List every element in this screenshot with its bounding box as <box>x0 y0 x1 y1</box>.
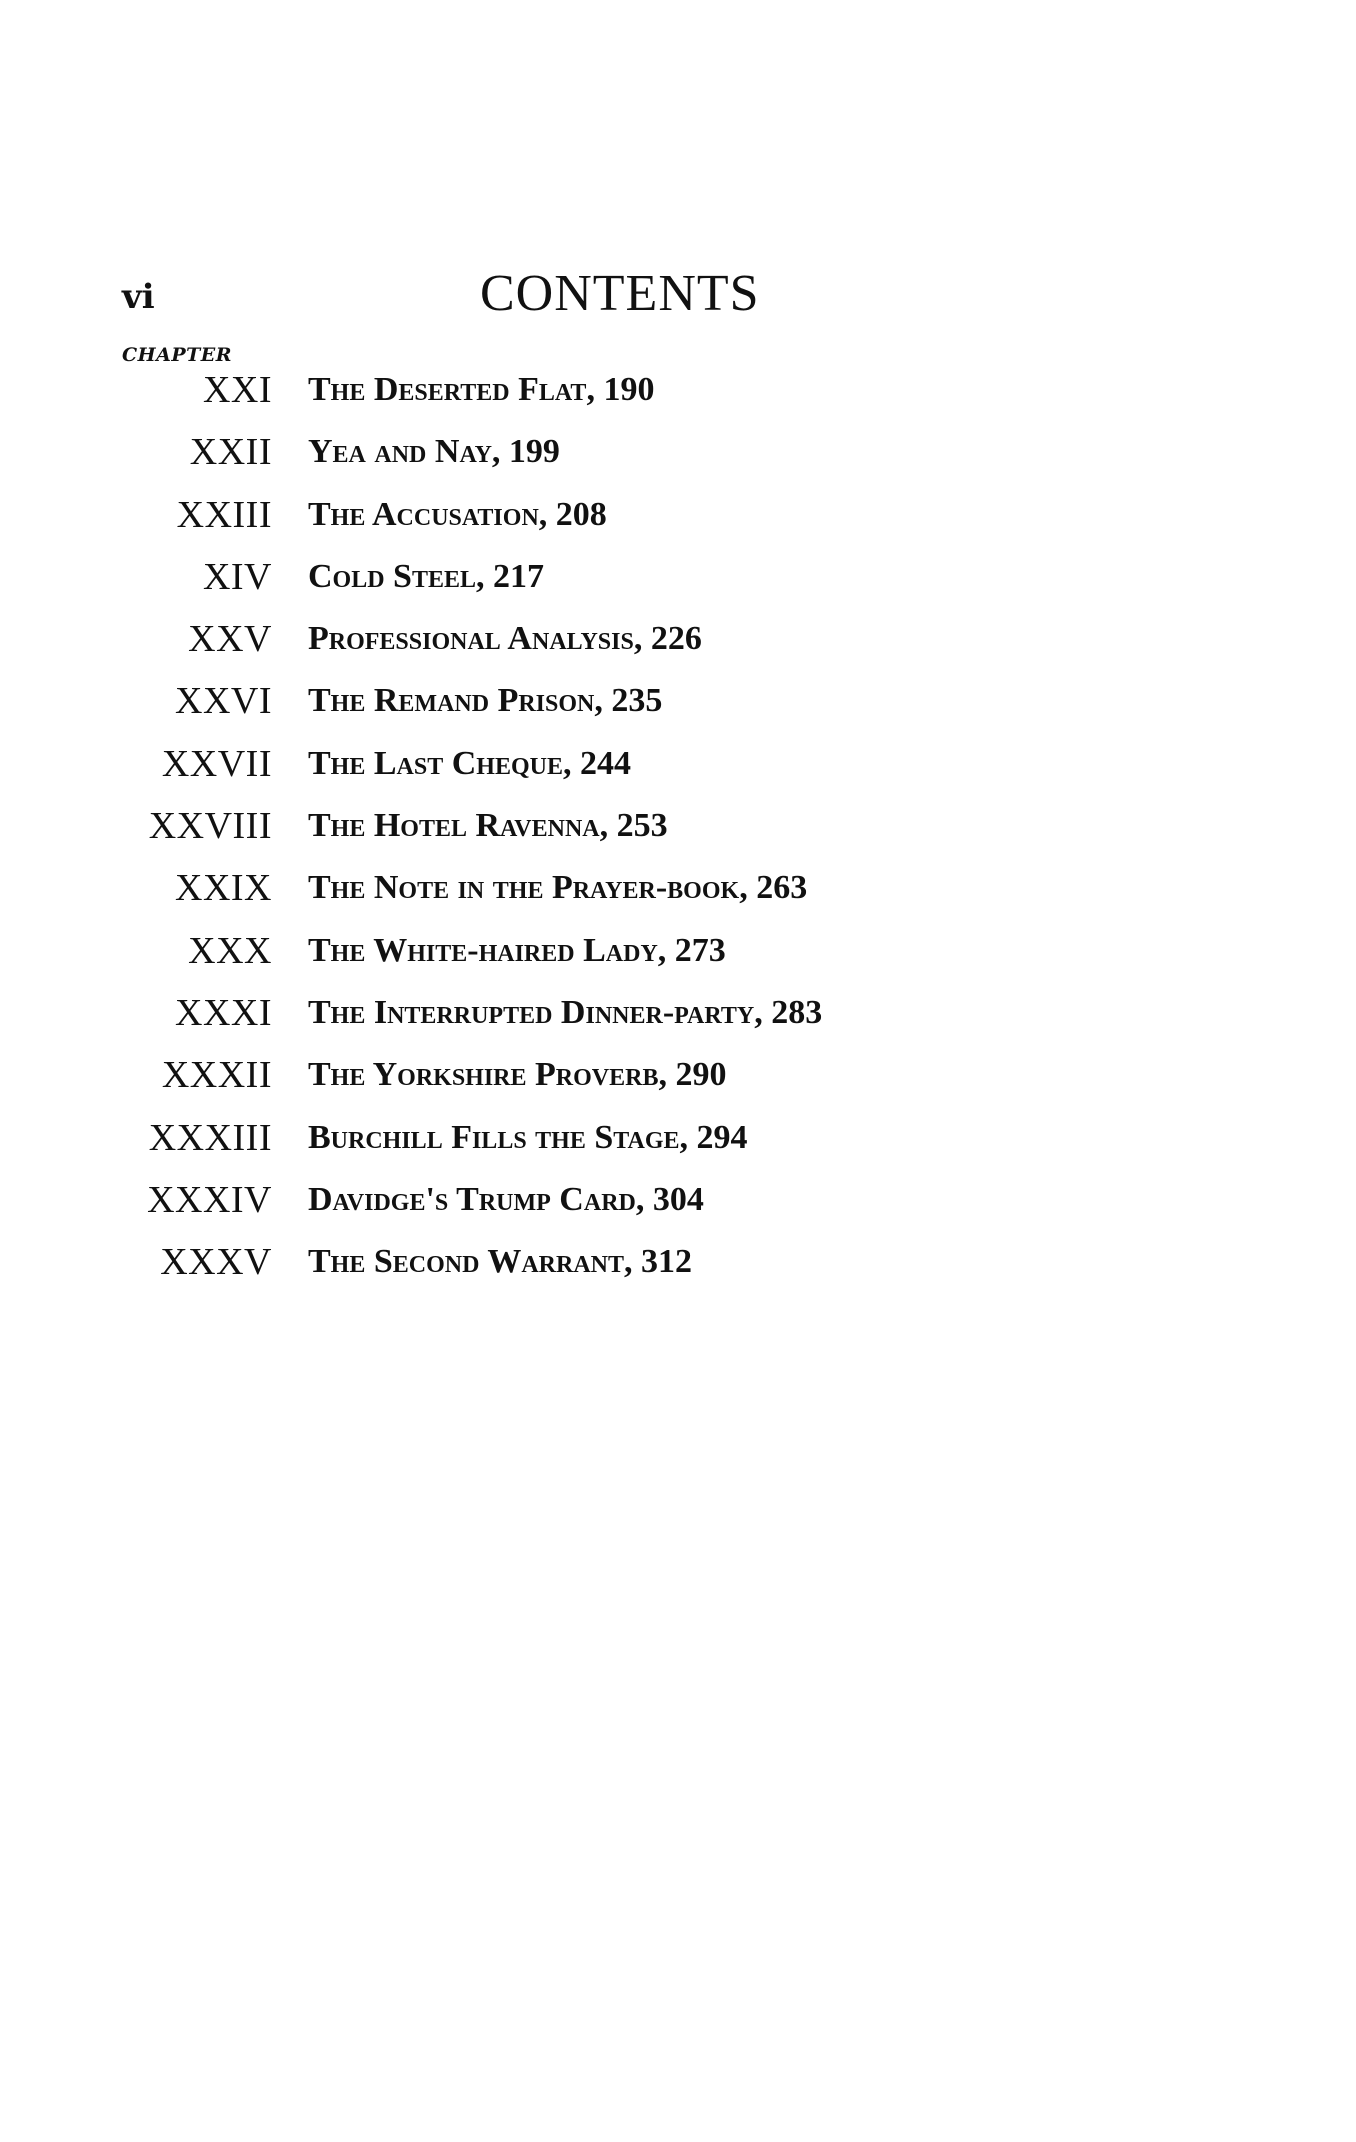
chapter-entry <box>308 684 662 718</box>
title-page-separator: , <box>635 1180 653 1218</box>
chapter-title: The Yorkshire Proverb <box>308 1056 659 1094</box>
toc-entry-row <box>0 926 1356 988</box>
chapter-page-number: 244 <box>579 744 631 782</box>
chapter-entry <box>308 557 545 595</box>
chapter-title: The Last Cheque <box>308 744 563 782</box>
chapter-numeral: XXVI <box>175 680 272 723</box>
chapter-numeral: XXI <box>202 369 272 411</box>
title-page-separator: , <box>657 931 675 969</box>
chapter-page-number: 283 <box>771 993 823 1031</box>
title-page-separator: , <box>586 371 604 408</box>
chapter-title: The White-haired Lady <box>308 931 658 969</box>
toc-entry-row <box>0 1175 1356 1237</box>
chapter-numeral: XXX <box>188 929 272 972</box>
title-page-separator: , <box>754 993 772 1031</box>
chapter-page-number: 217 <box>493 557 545 595</box>
chapter-numeral: XXII <box>189 431 272 474</box>
chapter-title: Cold Steel <box>308 557 477 595</box>
chapter-title: The Interrupted Dinner-party <box>308 993 755 1031</box>
title-page-separator: , <box>658 1056 676 1094</box>
title-page-separator: , <box>538 495 556 533</box>
chapter-page-number: 190 <box>603 371 655 408</box>
page-number: vi <box>122 277 155 317</box>
title-page-separator: , <box>476 557 494 595</box>
chapter-numeral: XXVII <box>161 742 272 785</box>
chapter-entry <box>308 1058 726 1092</box>
chapter-title: The Note in the Prayer-book <box>308 869 740 907</box>
toc-entry-row <box>0 1050 1356 1112</box>
toc-entry-row <box>0 427 1356 489</box>
chapter-numeral: XXXIII <box>148 1116 272 1159</box>
toc-entry-row <box>0 863 1356 925</box>
chapter-numeral: XXVIII <box>148 805 272 848</box>
chapter-entry <box>308 1245 692 1279</box>
chapter-entry <box>308 1118 748 1156</box>
toc-entry-row <box>0 614 1356 676</box>
toc-entry-row <box>0 552 1356 614</box>
title-page-separator: , <box>562 744 580 782</box>
chapter-page-number: 273 <box>674 931 726 969</box>
chapter-title: The Deserted Flat <box>308 371 587 408</box>
toc-entry-row <box>0 801 1356 863</box>
chapter-numeral: XXV <box>188 618 272 661</box>
chapter-entry <box>308 871 807 905</box>
chapter-entry <box>308 435 560 469</box>
chapter-numeral: XXXIV <box>147 1178 272 1221</box>
chapter-entry <box>308 744 631 782</box>
chapter-numeral: XIV <box>202 555 272 598</box>
title-page-separator: , <box>679 1118 697 1156</box>
chapter-page-number: 263 <box>756 869 808 907</box>
chapter-entry <box>308 495 607 533</box>
chapter-entry <box>308 931 726 969</box>
chapter-entry <box>308 622 702 656</box>
chapter-numeral: XXXV <box>160 1241 272 1284</box>
chapter-page-number: 253 <box>616 807 668 845</box>
toc-entry-row <box>0 1113 1356 1175</box>
chapter-page-number: 294 <box>696 1118 748 1156</box>
chapter-title: The Accusation <box>308 495 539 533</box>
title-page-separator: , <box>624 1243 641 1281</box>
chapter-numeral: XXXI <box>175 991 272 1034</box>
chapter-title: Davidge's Trump Card <box>308 1180 636 1218</box>
chapter-title: Professional Analysis <box>308 620 634 658</box>
chapter-title: The Remand Prison <box>308 682 595 720</box>
title-page-separator: , <box>633 620 651 658</box>
page-title: CONTENTS <box>480 265 760 322</box>
chapter-page-number: 199 <box>508 433 560 471</box>
toc-entry-row <box>0 739 1356 801</box>
chapter-entry <box>308 373 654 407</box>
title-page-separator: , <box>599 807 617 845</box>
title-page-separator: , <box>739 869 757 907</box>
chapter-page-number: 312 <box>641 1243 692 1281</box>
chapter-page-number: 290 <box>675 1056 727 1094</box>
chapter-numeral: XXIII <box>176 493 272 536</box>
chapter-numeral: XXXII <box>161 1054 272 1097</box>
chapter-page-number: 235 <box>611 682 663 720</box>
title-page-separator: , <box>491 433 509 471</box>
toc-entry-row <box>0 1237 1356 1299</box>
chapter-title: Yea and Nay <box>308 433 492 471</box>
chapter-column-label: CHAPTER <box>122 344 233 366</box>
chapter-title: Burchill Fills the Stage <box>308 1118 680 1156</box>
chapter-page-number: 208 <box>555 495 607 533</box>
chapter-entry <box>308 1180 704 1218</box>
chapter-numeral: XXIX <box>175 867 272 910</box>
chapter-title: The Second Warrant <box>308 1243 624 1281</box>
chapter-entry <box>308 993 823 1031</box>
table-of-contents <box>0 365 1356 1299</box>
title-page-separator: , <box>594 682 612 720</box>
toc-entry-row <box>0 676 1356 738</box>
chapter-page-number: 226 <box>650 620 702 658</box>
toc-entry-row <box>0 365 1356 427</box>
toc-entry-row <box>0 490 1356 552</box>
toc-entry-row <box>0 988 1356 1050</box>
chapter-page-number: 304 <box>652 1180 704 1218</box>
chapter-entry <box>308 809 668 843</box>
chapter-title: The Hotel Ravenna <box>308 807 600 845</box>
